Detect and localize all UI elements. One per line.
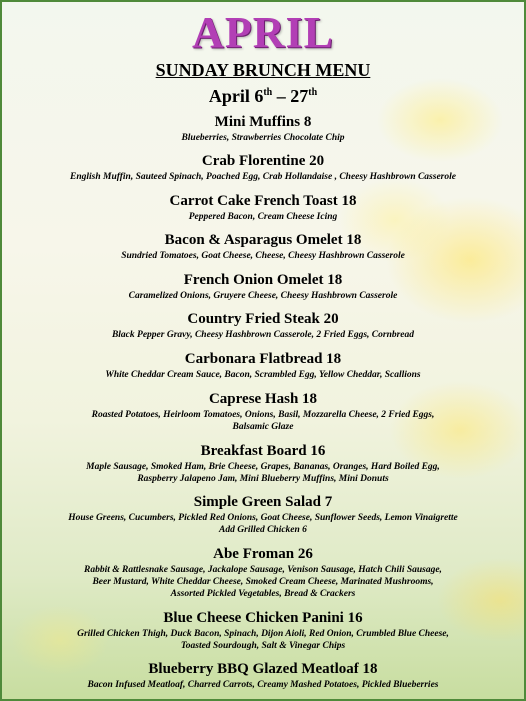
menu-item-blue-cheese-chicken-panini — [0, 608, 526, 652]
menu-item-description: Caramelized Onions, Gruyere Cheese, Cheesy Hashbrown Casserole — [128, 291, 398, 301]
date-separator-end: – 27 — [272, 86, 309, 106]
menu-item-name: Crab Florentine 20 — [201, 153, 325, 169]
menu-item-name: Bacon & Asparagus Omelet 18 — [164, 232, 362, 248]
menu-item-country-fried-steak — [0, 309, 526, 341]
menu-item-description: Assorted Pickled Vegetables, Bread & Crackers — [170, 589, 356, 599]
menu-item-description: House Greens, Cucumbers, Pickled Red Onions, Goat Cheese, Sunflower Seeds, Lemon Vinaigrette — [68, 513, 458, 523]
menu-item-description: Roasted Potatoes, Heirloom Tomatoes, Onions, Basil, Mozzarella Cheese, 2 Fried Eggs, — [91, 410, 435, 420]
menu-item-carrot-cake-french-toast — [0, 191, 526, 223]
page-title: APRIL — [192, 8, 334, 57]
menu-subtitle: SUNDAY BRUNCH MENU — [155, 60, 371, 80]
menu-item-name: Caprese Hash 18 — [208, 391, 318, 407]
menu-item-name: Blueberry BBQ Glazed Meatloaf 18 — [148, 661, 378, 677]
menu-item-name: Blue Cheese Chicken Panini 16 — [163, 610, 363, 626]
date-end-suffix: th — [308, 87, 318, 98]
menu-item-description: Add Grilled Chicken 6 — [219, 525, 307, 535]
menu-item-breakfast-board — [0, 441, 526, 485]
menu-item-abe-froman — [0, 544, 526, 600]
date-start: April 6 — [208, 86, 264, 106]
menu-item-bacon-asparagus-omelet — [0, 230, 526, 262]
menu-item-mini-muffins — [0, 112, 526, 144]
menu-item-description: Balsamic Glaze — [232, 422, 294, 432]
menu-item-name: Carbonara Flatbread 18 — [184, 351, 342, 367]
menu-item-caprese-hash — [0, 389, 526, 433]
menu-item-description: Raspberry Jalapeno Jam, Mini Blueberry Muffins, Mini Donuts — [137, 474, 389, 484]
menu-item-french-onion-omelet — [0, 270, 526, 302]
menu-item-description: Maple Sausage, Smoked Ham, Brie Cheese, Grapes, Bananas, Oranges, Hard Boiled Egg, — [86, 462, 440, 472]
menu-item-description: Peppered Bacon, Cream Cheese Icing — [188, 212, 338, 222]
menu-item-description: Rabbit & Rattlesnake Sausage, Jackalope Sausage, Venison Sausage, Hatch Chili Sausage, — [84, 565, 442, 575]
menu-item-description: Grilled Chicken Thigh, Duck Bacon, Spinach, Dijon Aioli, Red Onion, Crumbled Blue Cheese, — [77, 629, 449, 639]
menu-item-simple-green-salad — [0, 492, 526, 536]
menu-item-name: Carrot Cake French Toast 18 — [169, 193, 357, 209]
date-range — [0, 82, 526, 107]
menu-item-description: Black Pepper Gravy, Cheesy Hashbrown Casserole, 2 Fried Eggs, Cornbread — [111, 330, 415, 340]
menu-item-description: Sundried Tomatoes, Goat Cheese, Cheese, Cheesy Hashbrown Casserole — [121, 251, 405, 261]
menu-item-description: Bacon Infused Meatloaf, Charred Carrots, Creamy Mashed Potatoes, Pickled Blueberries — [87, 680, 439, 690]
date-start-suffix: th — [263, 87, 273, 98]
menu-item-description: Toasted Sourdough, Salt & Vinegar Chips — [180, 641, 346, 651]
menu-item-description: English Muffin, Sauteed Spinach, Poached Egg, Crab Hollandaise , Cheesy Hashbrown Casserole — [70, 172, 456, 182]
menu-item-name: Abe Froman 26 — [213, 546, 313, 562]
menu-item-crab-florentine — [0, 151, 526, 183]
menu-item-name: Breakfast Board 16 — [200, 443, 326, 459]
menu-item-description: Beer Mustard, White Cheddar Cheese, Smoked Cream Cheese, Marinated Mushrooms, — [92, 577, 434, 587]
menu-item-carbonara-flatbread — [0, 349, 526, 381]
menu-item-blueberry-bbq-glazed-meatloaf — [0, 659, 526, 691]
menu-item-name: Mini Muffins 8 — [214, 114, 312, 130]
menu-item-description: White Cheddar Cream Sauce, Bacon, Scrambled Egg, Yellow Cheddar, Scallions — [105, 370, 421, 380]
menu-item-name: Country Fried Steak 20 — [187, 311, 339, 327]
menu-item-description: Blueberries, Strawberries Chocolate Chip — [181, 133, 345, 143]
menu-item-name: French Onion Omelet 18 — [183, 272, 343, 288]
menu-item-name: Simple Green Salad 7 — [193, 494, 333, 510]
